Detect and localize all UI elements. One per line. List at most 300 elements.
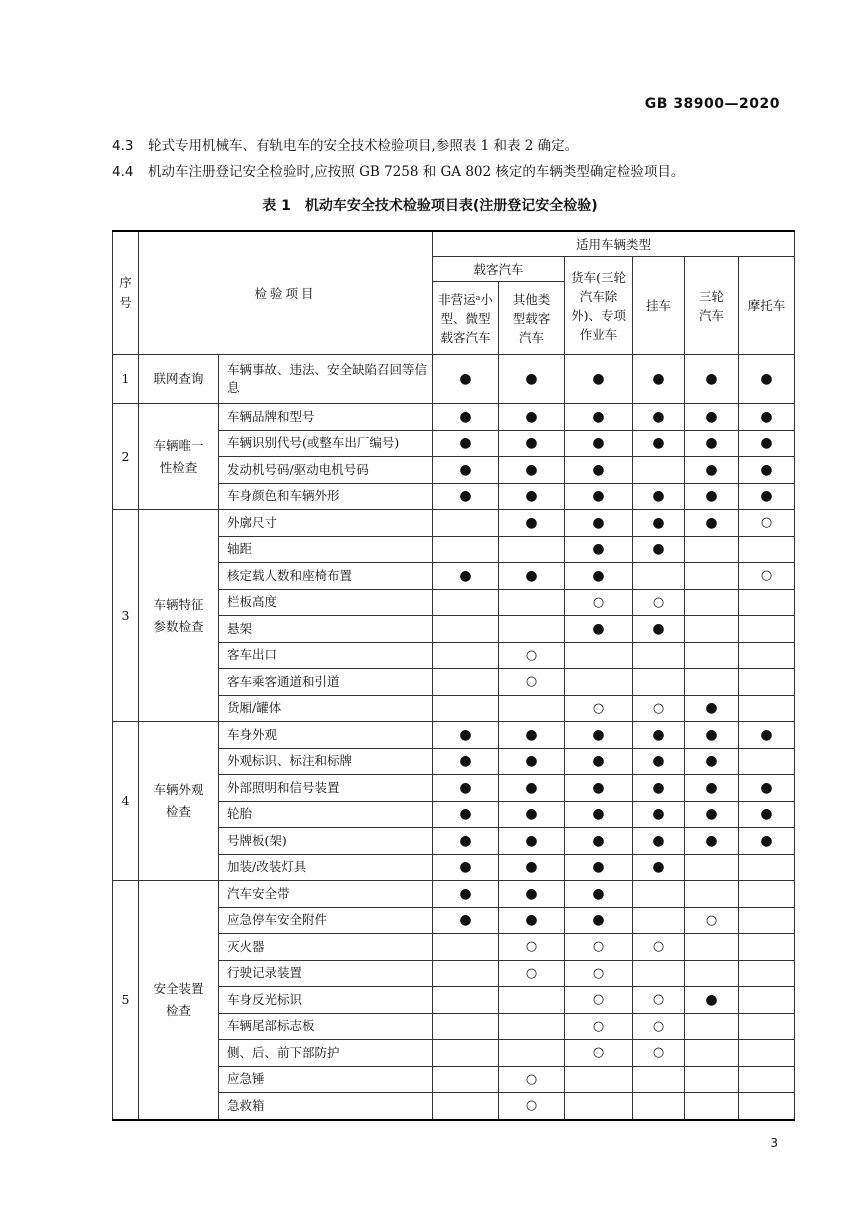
required-mark: ● [459,806,472,823]
page-number: 3 [770,1136,778,1150]
applicability-cell [433,907,499,934]
applicability-cell [565,801,633,828]
applicability-cell [499,563,565,590]
required-mark: ● [525,408,538,425]
applicability-cell [633,404,685,431]
clause-4-4 [112,159,780,185]
applicability-cell [433,355,499,404]
applicability-cell [685,642,739,669]
item-name: 侧、后、前下部防护 [219,1040,433,1067]
applicability-cell [433,695,499,722]
required-mark: ● [459,912,472,929]
clause-number: 4.4 [112,164,134,180]
group-name [139,722,219,881]
item-name: 号牌板(架) [219,828,433,855]
applicability-cell [633,642,685,669]
required-mark: ● [705,488,718,505]
table-row [113,355,795,404]
applicability-cell [633,1093,685,1120]
required-mark: ● [652,371,665,387]
applicability-cell [739,642,795,669]
required-mark: ● [525,514,538,531]
applicability-cell [433,881,499,908]
applicability-cell [499,483,565,510]
table-body [113,355,795,1120]
clause-text: 轮式专用机械车、有轨电车的安全技术检验项目,参照表 1 和表 2 确定。 [148,138,579,154]
required-mark: ● [705,726,718,743]
applicability-cell [499,828,565,855]
item-name: 悬架 [219,616,433,643]
applicability-cell [685,616,739,643]
required-mark: ● [652,832,665,849]
applicability-cell [565,1040,633,1067]
applicability-cell [433,563,499,590]
required-mark: ● [592,779,605,796]
optional-mark: ○ [652,1045,665,1061]
applicability-cell [633,1066,685,1093]
required-mark: ● [592,859,605,876]
table-title: 表 1 机动车安全技术检验项目表(注册登记安全检验) [262,198,598,214]
item-name: 栏板高度 [219,589,433,616]
applicability-cell [499,1013,565,1040]
required-mark: ● [525,371,538,387]
required-mark: ● [760,832,773,849]
applicability-cell [565,430,633,457]
applicability-cell [739,669,795,696]
applicability-cell [739,616,795,643]
group-seq: 1 [113,355,139,404]
optional-mark: ○ [592,1018,605,1034]
header-col5 [685,257,739,355]
applicability-cell [739,722,795,749]
applicability-cell [433,960,499,987]
required-mark: ● [592,567,605,584]
applicability-cell [433,616,499,643]
clauses [112,133,780,185]
header-col2 [499,282,565,355]
required-mark: ● [705,991,718,1008]
applicability-cell [739,881,795,908]
required-mark: ● [705,514,718,531]
item-name: 外观标识、标注和标牌 [219,748,433,775]
item-name: 汽车安全带 [219,881,433,908]
applicability-cell [739,536,795,563]
applicability-cell [685,510,739,537]
header-col1: 非营运ᵃ小型、微型载客汽车 [433,282,499,355]
required-mark: ● [760,806,773,823]
applicability-cell [633,563,685,590]
applicability-cell [565,589,633,616]
group-name-text: 车辆特征参数检查 [153,596,204,634]
required-mark: ● [652,859,665,876]
optional-mark: ○ [652,700,665,716]
item-name: 车身外观 [219,722,433,749]
optional-mark: ○ [525,647,538,663]
header-col4: 挂车 [633,257,685,355]
optional-mark: ○ [525,674,538,690]
applicability-cell [433,589,499,616]
applicability-cell [739,748,795,775]
applicability-cell [633,355,685,404]
applicability-cell [565,854,633,881]
applicability-cell [633,722,685,749]
applicability-cell [565,1013,633,1040]
optional-mark: ○ [705,912,718,928]
required-mark: ● [652,488,665,505]
applicability-cell [685,1013,739,1040]
applicability-cell [433,828,499,855]
applicability-cell [499,934,565,961]
applicability-cell [433,483,499,510]
applicability-cell [565,404,633,431]
applicability-cell [565,987,633,1014]
applicability-cell [565,642,633,669]
required-mark: ● [760,779,773,796]
group-name-text: 车辆唯一性检查 [153,437,204,475]
group-name-text: 车辆外观检查 [153,782,204,819]
required-mark: ● [592,726,605,743]
required-mark: ● [592,541,605,558]
applicability-cell [633,960,685,987]
item-name: 核定载人数和座椅布置 [219,563,433,590]
applicability-cell [739,987,795,1014]
applicability-cell [499,748,565,775]
required-mark: ● [705,700,718,717]
item-name: 货厢/罐体 [219,695,433,722]
group-seq: 2 [113,404,139,510]
applicability-cell [565,881,633,908]
required-mark: ● [525,726,538,743]
applicability-cell [565,722,633,749]
applicability-cell [633,483,685,510]
group-name [139,355,219,404]
applicability-cell [633,907,685,934]
applicability-cell [685,987,739,1014]
optional-mark: ○ [652,939,665,955]
required-mark: ● [592,461,605,478]
optional-mark: ○ [592,992,605,1008]
optional-mark: ○ [525,939,538,955]
required-mark: ● [459,832,472,849]
optional-mark: ○ [525,1098,538,1114]
header-applicable: 适用车辆类型 [433,231,795,257]
required-mark: ● [705,371,718,387]
applicability-cell [685,483,739,510]
applicability-cell [633,1013,685,1040]
applicability-cell [499,854,565,881]
required-mark: ● [459,753,472,770]
header-col3: 货车(三轮汽车除外)、专项作业车 [565,257,633,355]
applicability-cell [739,907,795,934]
required-mark: ● [760,371,773,387]
item-name: 发动机号码/驱动电机号码 [219,457,433,484]
applicability-cell [499,404,565,431]
applicability-cell [633,536,685,563]
required-mark: ● [592,885,605,902]
required-mark: ● [525,435,538,452]
required-mark: ● [459,885,472,902]
optional-mark: ○ [760,568,773,584]
applicability-cell [633,881,685,908]
table-row [113,722,795,749]
applicability-cell [565,934,633,961]
applicability-cell [685,430,739,457]
required-mark: ● [459,567,472,584]
applicability-cell [685,563,739,590]
required-mark: ● [760,408,773,425]
required-mark: ● [592,912,605,929]
applicability-cell [685,695,739,722]
item-name: 灭火器 [219,934,433,961]
item-name: 车辆品牌和型号 [219,404,433,431]
applicability-cell [739,775,795,802]
clause-4-3 [112,133,780,159]
required-mark: ● [592,435,605,452]
required-mark: ● [705,779,718,796]
required-mark: ● [705,806,718,823]
table-row [113,404,795,431]
item-name: 轮胎 [219,801,433,828]
applicability-cell [433,404,499,431]
inspection-items-table [112,230,795,1121]
table-row [113,510,795,537]
applicability-cell [633,748,685,775]
applicability-cell [739,695,795,722]
header-col2-text: 其他类型载客汽车 [512,291,551,345]
applicability-cell [739,1013,795,1040]
applicability-cell [433,1040,499,1067]
item-name: 车辆事故、违法、安全缺陷召回等信息 [219,355,433,404]
required-mark: ● [592,408,605,425]
group-seq: 3 [113,510,139,722]
required-mark: ● [525,461,538,478]
required-mark: ● [459,461,472,478]
item-name: 外廓尺寸 [219,510,433,537]
applicability-cell [433,642,499,669]
required-mark: ● [525,885,538,902]
applicability-cell [685,722,739,749]
applicability-cell [433,1093,499,1120]
applicability-cell [433,775,499,802]
applicability-cell [685,1093,739,1120]
applicability-cell [565,669,633,696]
applicability-cell [739,563,795,590]
item-name: 车辆尾部标志板 [219,1013,433,1040]
required-mark: ● [459,371,472,387]
applicability-cell [739,934,795,961]
required-mark: ● [652,806,665,823]
optional-mark: ○ [652,1018,665,1034]
applicability-cell [565,355,633,404]
applicability-cell [565,1066,633,1093]
applicability-cell [739,828,795,855]
applicability-cell [433,934,499,961]
applicability-cell [499,536,565,563]
applicability-cell [565,907,633,934]
applicability-cell [739,483,795,510]
required-mark: ● [705,408,718,425]
applicability-cell [565,457,633,484]
item-name: 轴距 [219,536,433,563]
group-seq: 5 [113,881,139,1120]
applicability-cell [499,881,565,908]
applicability-cell [739,1093,795,1120]
header-seq-text: 序号 [119,275,132,310]
clause-number: 4.3 [112,138,134,154]
applicability-cell [685,854,739,881]
item-name: 车辆识别代号(或整车出厂编号) [219,430,433,457]
applicability-cell [739,960,795,987]
item-name: 加装/改装灯具 [219,854,433,881]
required-mark: ● [592,488,605,505]
applicability-cell [565,563,633,590]
group-seq: 4 [113,722,139,881]
required-mark: ● [525,488,538,505]
applicability-cell [499,775,565,802]
applicability-cell [685,881,739,908]
applicability-cell [499,510,565,537]
required-mark: ● [705,832,718,849]
applicability-cell [433,722,499,749]
optional-mark: ○ [760,515,773,531]
applicability-cell [499,987,565,1014]
required-mark: ● [525,806,538,823]
applicability-cell [499,589,565,616]
applicability-cell [565,748,633,775]
applicability-cell [565,536,633,563]
required-mark: ● [459,859,472,876]
header-item: 检验项目 [139,231,433,355]
optional-mark: ○ [592,594,605,610]
optional-mark: ○ [592,939,605,955]
applicability-cell [739,1040,795,1067]
applicability-cell [499,801,565,828]
applicability-cell [633,510,685,537]
applicability-cell [565,1093,633,1120]
item-name: 车身颜色和车辆外形 [219,483,433,510]
applicability-cell [685,907,739,934]
required-mark: ● [652,435,665,452]
applicability-cell [633,430,685,457]
applicability-cell [633,987,685,1014]
required-mark: ● [459,779,472,796]
applicability-cell [433,510,499,537]
applicability-cell [565,695,633,722]
applicability-cell [685,589,739,616]
required-mark: ● [592,753,605,770]
applicability-cell [499,616,565,643]
applicability-cell [565,828,633,855]
applicability-cell [633,934,685,961]
applicability-cell [633,828,685,855]
header-seq [113,231,139,355]
applicability-cell [633,854,685,881]
required-mark: ● [705,753,718,770]
applicability-cell [499,1066,565,1093]
applicability-cell [685,1040,739,1067]
applicability-cell [499,457,565,484]
required-mark: ● [525,753,538,770]
applicability-cell [685,934,739,961]
item-name: 客车乘客通道和引道 [219,669,433,696]
required-mark: ● [592,620,605,637]
required-mark: ● [525,779,538,796]
applicability-cell [565,960,633,987]
applicability-cell [433,1066,499,1093]
applicability-cell [739,589,795,616]
required-mark: ● [652,514,665,531]
applicability-cell [499,1040,565,1067]
applicability-cell [633,1040,685,1067]
applicability-cell [499,642,565,669]
applicability-cell [633,669,685,696]
required-mark: ● [592,514,605,531]
clause-text: 机动车注册登记安全检验时,应按照 GB 7258 和 GA 802 核定的车辆类型确定检验项目。 [148,164,685,180]
required-mark: ● [705,461,718,478]
applicability-cell [739,404,795,431]
optional-mark: ○ [592,965,605,981]
required-mark: ● [652,779,665,796]
applicability-cell [633,801,685,828]
applicability-cell [499,669,565,696]
required-mark: ● [652,408,665,425]
required-mark: ● [459,435,472,452]
group-name-text: 安全装置检查 [153,980,204,1018]
required-mark: ● [652,753,665,770]
applicability-cell [685,1066,739,1093]
applicability-cell [499,695,565,722]
applicability-cell [633,695,685,722]
applicability-cell [739,854,795,881]
required-mark: ● [459,408,472,425]
applicability-cell [685,748,739,775]
required-mark: ● [652,726,665,743]
required-mark: ● [652,620,665,637]
required-mark: ● [459,726,472,743]
applicability-cell [739,801,795,828]
required-mark: ● [459,488,472,505]
applicability-cell [499,960,565,987]
applicability-cell [433,457,499,484]
applicability-cell [499,355,565,404]
applicability-cell [433,669,499,696]
optional-mark: ○ [592,1045,605,1061]
item-name: 行驶记录装置 [219,960,433,987]
required-mark: ● [525,859,538,876]
applicability-cell [565,775,633,802]
item-name: 客车出口 [219,642,433,669]
applicability-cell [685,669,739,696]
header-col6: 摩托车 [739,257,795,355]
applicability-cell [433,430,499,457]
optional-mark: ○ [592,700,605,716]
item-name: 急救箱 [219,1093,433,1120]
header-col5-text: 三轮汽车 [699,288,725,323]
applicability-cell [433,536,499,563]
group-name-text: 联网查询 [153,371,204,386]
applicability-cell [433,854,499,881]
required-mark: ● [592,371,605,387]
standard-code: GB 38900—2020 [644,96,780,112]
required-mark: ● [652,541,665,558]
applicability-cell [499,907,565,934]
applicability-cell [499,1093,565,1120]
item-name: 应急锤 [219,1066,433,1093]
table-row [113,881,795,908]
applicability-cell [499,722,565,749]
applicability-cell [433,987,499,1014]
required-mark: ● [525,567,538,584]
